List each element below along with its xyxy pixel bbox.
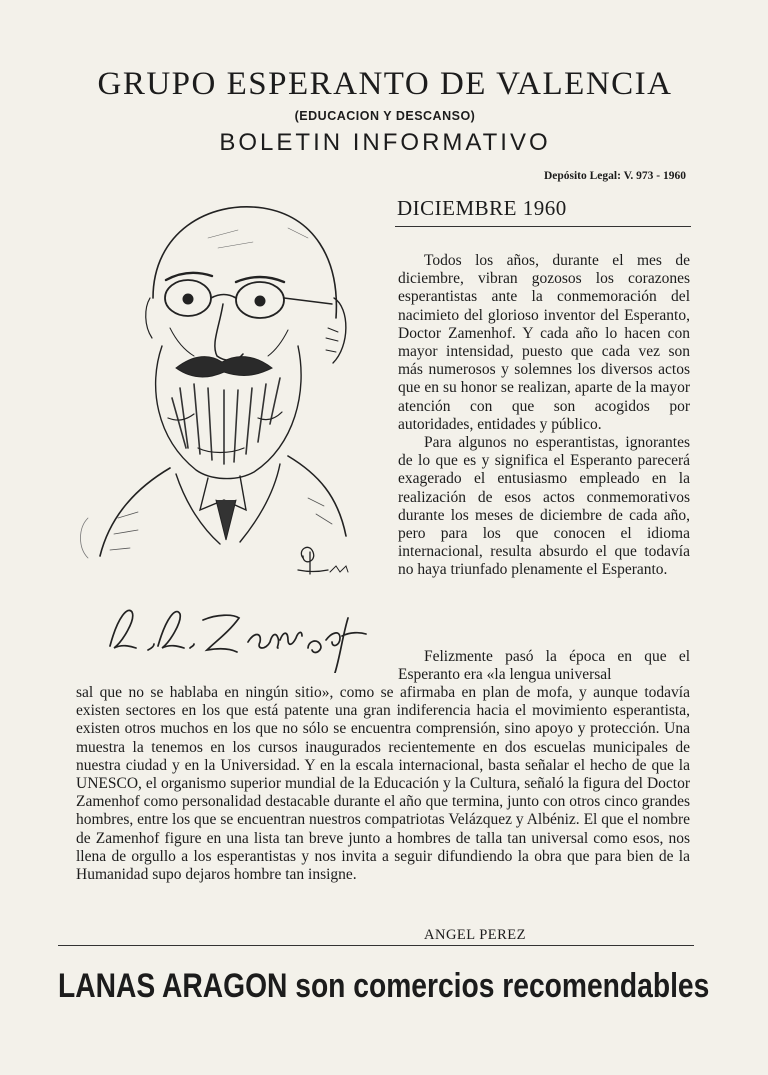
article-paragraph-2: Para algunos no esperantistas, ignorantes de lo que es y significa el Esperanto parecerá exagerado el entusiasmo empleado en la realización de esos actos conmemorativos durante los meses de diciembre de cada año, pero para los que conocen el idioma internacional, resulta absurdo el que todavía no haya triunfado plenamente el Esperanto.	[398, 434, 690, 579]
article-paragraph-3-continued: sal que no se hablaba en ningún sitio», como se afirmaba en plan de mofa, y aunque todavía existen sectores en los que está patente una gran indiferencia hacia el movimiento esperantista, existen otros muchos en los que no sólo se encuentra comprensión, sino apoyo y protección. Una muestra la tenemos en los cursos inaugurados recientemente en dos escuelas municipales de nuestra ciudad y en la Universidad. Y en la escala internacional, basta señalar el hecho de que la UNESCO, el organismo superior mundial de la Educación y la Cultura, señaló la figura del Doctor Zamenhof como personalidad destacable durante el año que termina, junto con otros cinco grandes hombres, entre los que se encuentran nuestros compatriotas Velázquez y Albéniz. El que el nombre de Zamenhof figure en una lista tan breve junto a hombres de talla tan universal como esos, nos llena de orgullo a los esperantistas y nos invita a seguir difundiendo la obra que para bien de la Humanidad supo dejaros hombre tan insigne.	[76, 684, 690, 884]
zamenhof-portrait	[58, 178, 378, 673]
article-paragraph-3-start: Felizmente pasó la época en que el Esperanto era «la lengua universal	[398, 648, 690, 684]
bottom-divider	[58, 945, 694, 946]
group-title: GRUPO ESPERANTO DE VALENCIA	[97, 66, 673, 102]
article-author: ANGEL PEREZ	[424, 927, 527, 943]
masthead	[40, 64, 730, 158]
advertisement-banner: LANAS ARAGON son comercios recomendables	[58, 967, 710, 1005]
issue-date: DICIEMBRE 1960	[397, 196, 567, 220]
bulletin-title: BOLETIN INFORMATIVO	[219, 129, 551, 156]
article-column	[398, 252, 690, 580]
group-subtitle: (EDUCACION Y DESCANSO)	[294, 109, 476, 123]
article-paragraph-1: Todos los años, durante el mes de diciembre, vibran gozosos los corazones esperantistas ante la conmemoración del nacimieto del glorioso inventor del Esperanto, Doctor Zamenhof. Y cada año lo hacen con mayor intensidad, puesto que cada vez son más numerosos y solemnes los diversos actos que en su honor se realizan, aparte de la mayor atención con que son acogidos por autoridades, entidades y público.	[398, 252, 690, 433]
legal-deposit: Depósito Legal: V. 973 - 1960	[543, 170, 686, 182]
date-divider	[395, 226, 691, 227]
